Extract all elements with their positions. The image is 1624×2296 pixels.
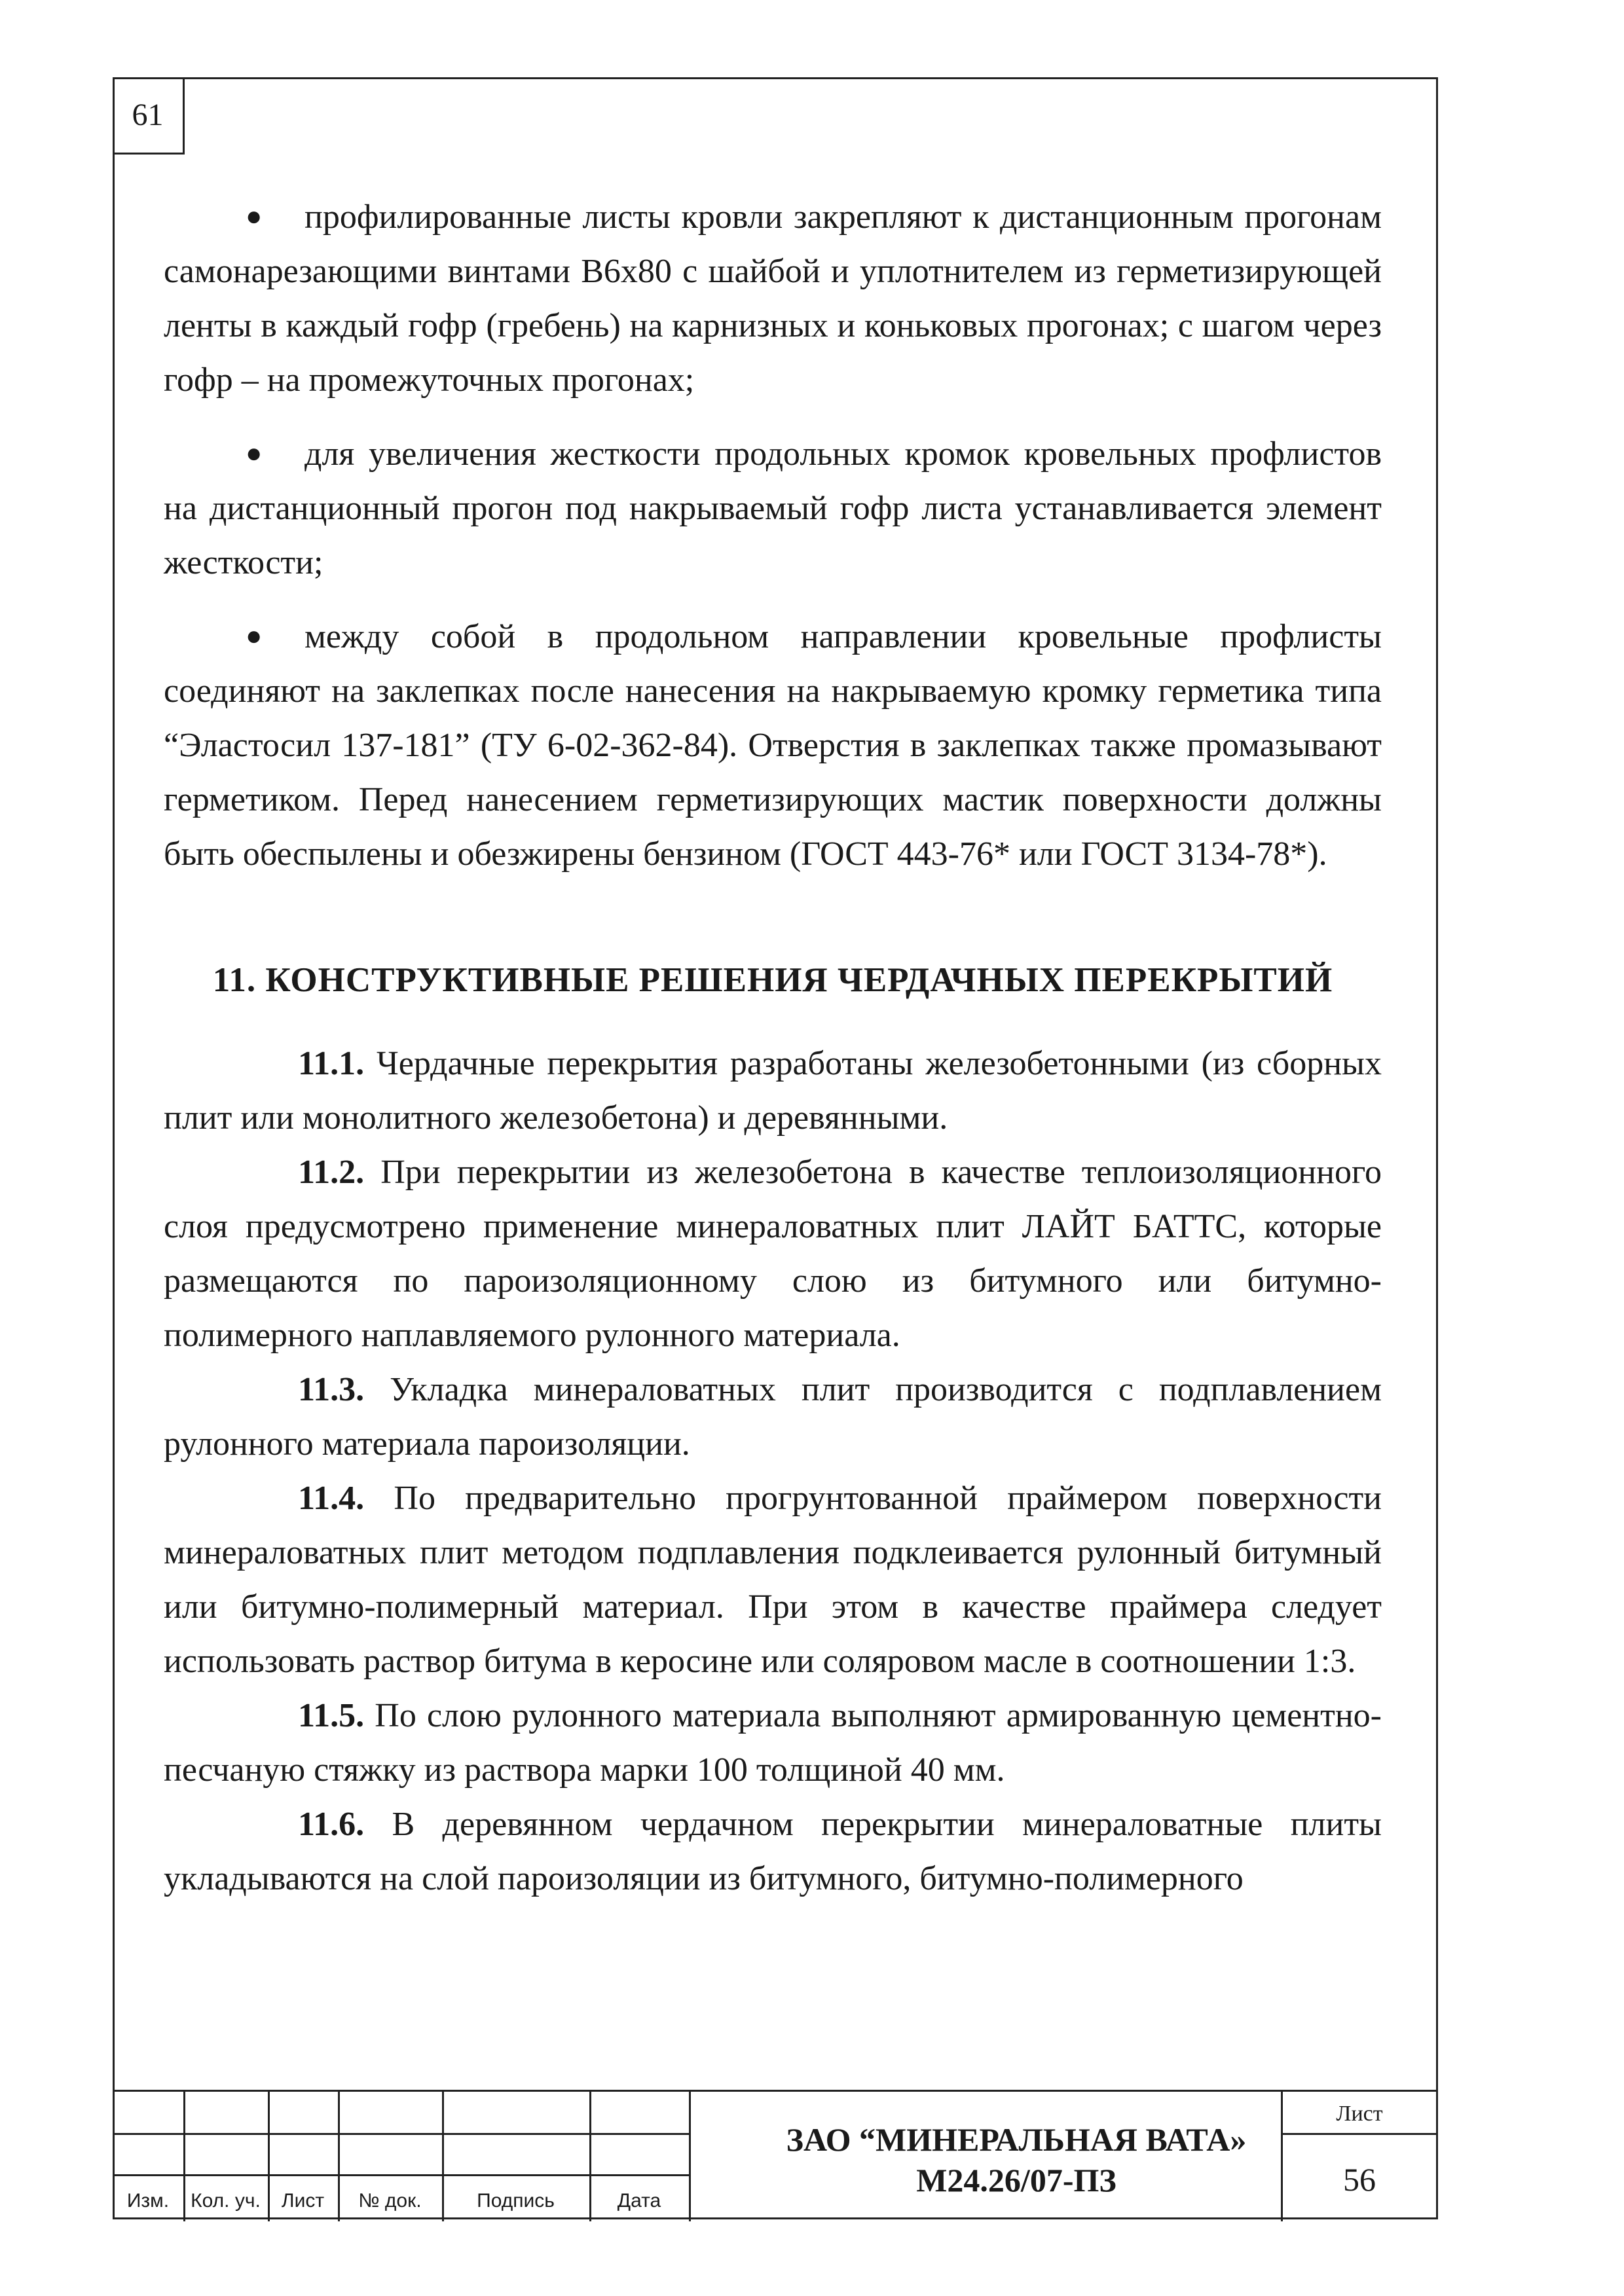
bullet-text: профилированные листы кровли закрепляют к дистанционным прогонам самонарезающими винтами В6х80 с шайбой и уплотнителем из герметизирующей ленты в каждый гофр (гребень) на карнизных и коньковых прогонах; с шагом через гофр – на промежуточных прогонах; [164, 198, 1382, 399]
bullet-text: между собой в продольном направлении кровельные профлисты соединяют на заклепках после нанесения на накрываемую кромку герметика типа “Эластосил 137-181” (ТУ 6-02-362-84). Отверстия в заклепках также промазывают герметиком. Перед нанесением герметизирующих мастик поверхности должны быть обеспылены и обезжирены бензином (ГОСТ 443-76* или ГОСТ 3134-78*). [164, 618, 1382, 873]
paragraph-number: 11.2. [298, 1154, 365, 1191]
numbered-paragraph [164, 1036, 1382, 1145]
paragraph-number: 11.3. [298, 1371, 365, 1408]
numbered-paragraph [164, 1471, 1382, 1688]
paragraph-number: 11.5. [298, 1697, 365, 1734]
document-code: М24.26/07-ПЗ [916, 2162, 1116, 2198]
document-body [164, 190, 1382, 1906]
bullet-item [164, 190, 1382, 407]
sheet-label: Лист [1336, 2102, 1383, 2126]
bullet-item [164, 427, 1382, 590]
page-marker [113, 77, 185, 155]
column-label-kol-uch: Кол. уч. [191, 2190, 261, 2212]
paragraph-text: По предварительно прогрунтованной праймером поверхности минераловатных плит методом подплавления подклеивается рулонный битумный или битумно-полимерный материал. При этом в качестве праймера следует использовать раствор битума в керосине или соляровом масле в соотношении 1:3. [164, 1480, 1382, 1680]
bullet-icon: ● [246, 621, 263, 651]
column-label-signature: Подпись [477, 2190, 555, 2212]
page-marker-text: 61 [132, 98, 164, 132]
title-block-row-line [113, 2174, 689, 2176]
bullet-item [164, 610, 1382, 881]
numbered-paragraph [164, 1362, 1382, 1471]
title-block-row-line [113, 2133, 689, 2135]
paragraph-text: По слою рулонного материала выполняют армированную цементно-песчаную стяжку из раствора марки 100 толщиной 40 мм. [164, 1697, 1382, 1789]
column-label-list: Лист [281, 2190, 325, 2212]
column-label-doc-number: № док. [358, 2190, 422, 2212]
section-heading: 11. КОНСТРУКТИВНЫЕ РЕШЕНИЯ ЧЕРДАЧНЫХ ПЕРЕКРЫТИЙ [212, 961, 1333, 999]
numbered-paragraph [164, 1145, 1382, 1362]
paragraph-text: При перекрытии из железобетона в качестве теплоизоляционного слоя предусмотрено применение минераловатных плит ЛАЙТ БАТТС, которые размещаются по пароизоляционному слою из битумного или битумно-полимерного наплавляемого рулонного материала. [164, 1154, 1382, 1354]
title-block [113, 2090, 1438, 2219]
bullet-text: для увеличения жесткости продольных кромок кровельных профлистов на дистанционный прогон под накрываемый гофр листа устанавливается элемент жесткости; [164, 435, 1382, 581]
paragraph-number: 11.1. [298, 1045, 365, 1082]
organization-name: ЗАО “МИНЕРАЛЬНАЯ ВАТА» [786, 2121, 1247, 2158]
sheet-number: 56 [1343, 2161, 1376, 2198]
bullet-icon: ● [246, 439, 263, 469]
column-label-izm: Изм. [126, 2190, 170, 2212]
organization-block [689, 2119, 1344, 2200]
bullet-icon: ● [246, 202, 263, 232]
column-label-date: Дата [617, 2190, 661, 2212]
paragraph-number: 11.4. [298, 1480, 365, 1517]
numbered-paragraph [164, 1688, 1382, 1797]
numbered-paragraph [164, 1797, 1382, 1906]
paragraph-text: Укладка минераловатных плит производится с подплавлением рулонного материала пароизоляции. [164, 1371, 1382, 1463]
paragraph-text: Чердачные перекрытия разработаны железобетонными (из сборных плит или монолитного железобетона) и деревянными. [164, 1045, 1382, 1137]
paragraph-number: 11.6. [298, 1806, 365, 1843]
paragraph-text: В деревянном чердачном перекрытии минераловатные плиты укладываются на слой пароизоляции из битумного, битумно-полимерного [164, 1806, 1382, 1897]
